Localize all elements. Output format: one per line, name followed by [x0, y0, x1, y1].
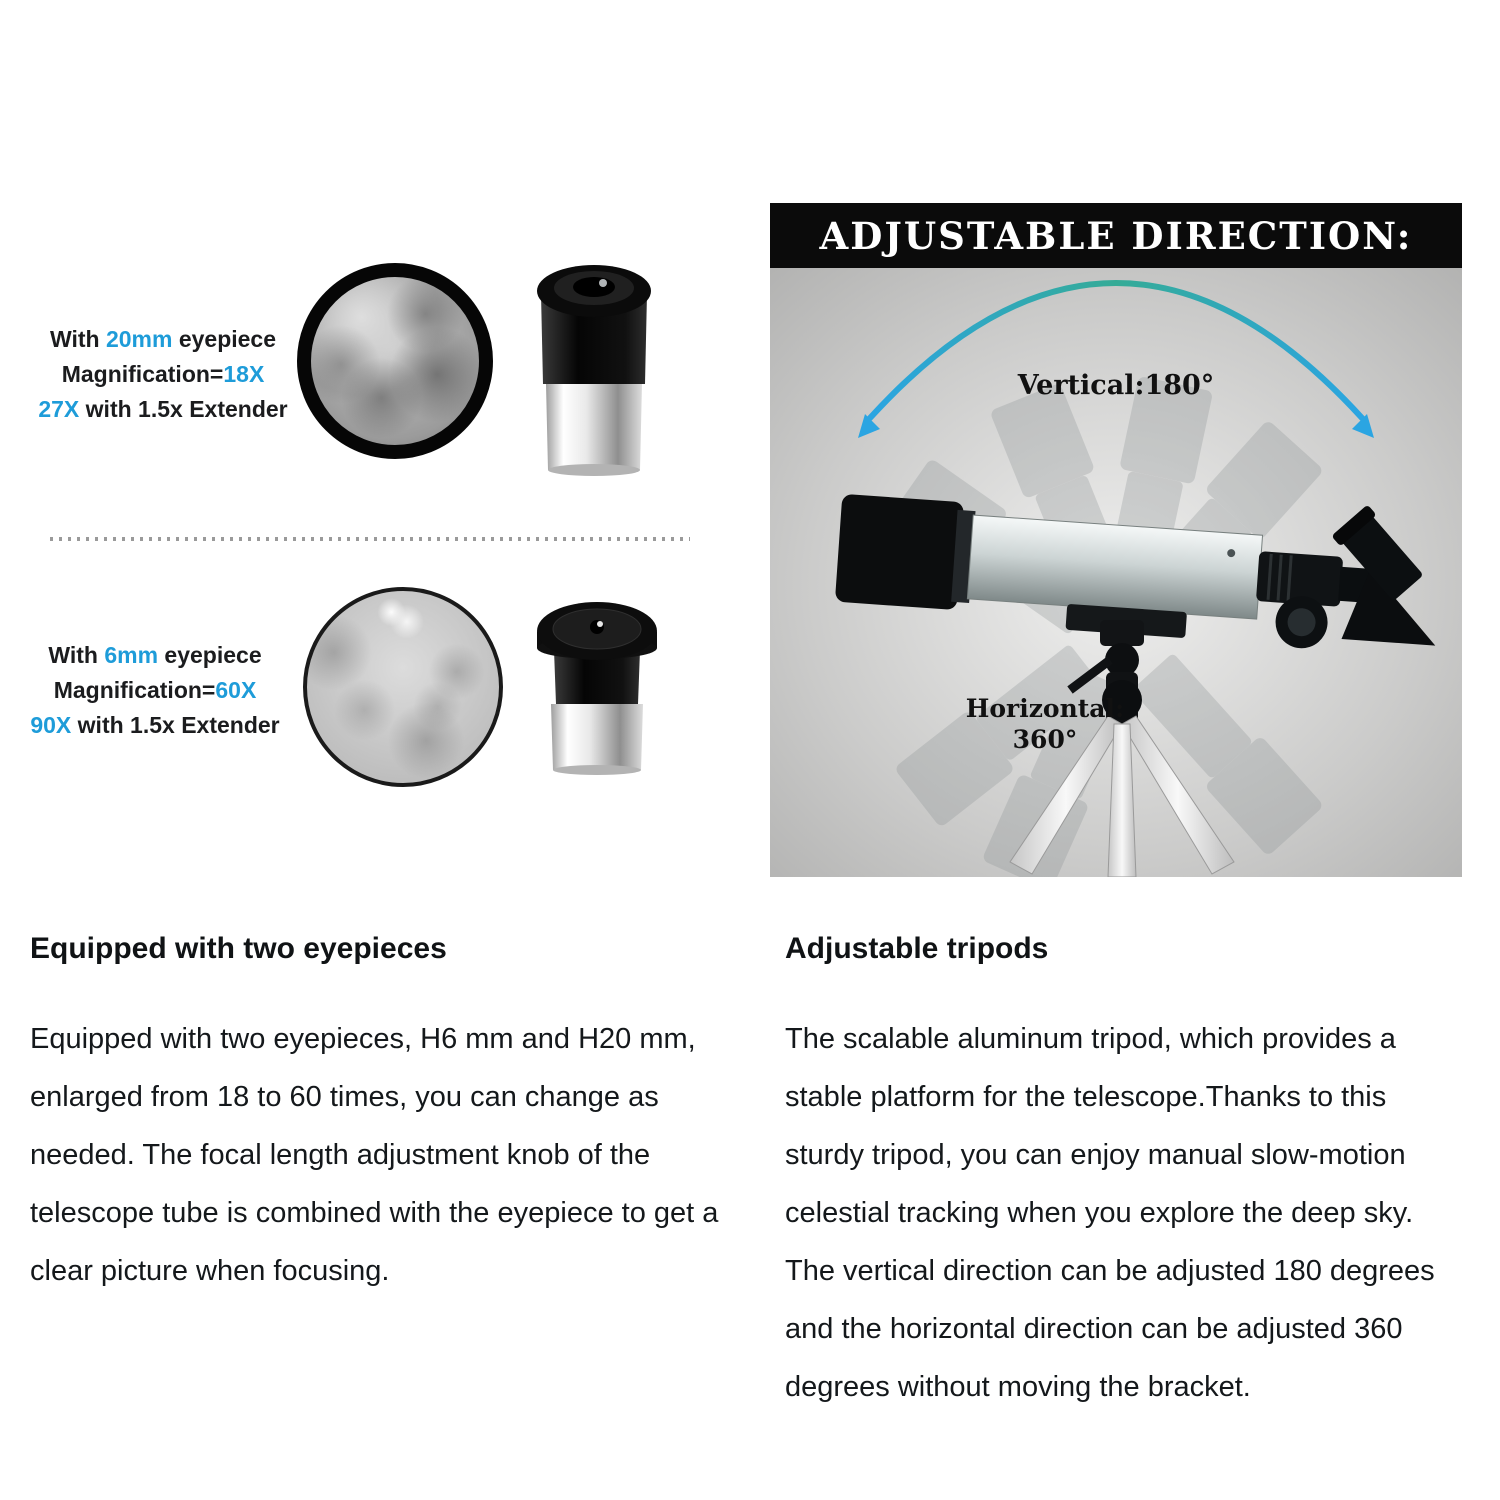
- adjustable-direction-panel: [770, 203, 1462, 877]
- eyepiece-label-20mm: [38, 322, 288, 427]
- panel-illustration: [770, 268, 1462, 877]
- eyepiece-6mm-photo: [536, 598, 658, 778]
- dotted-divider: [50, 537, 690, 541]
- eyepiece-20mm-photo: [533, 262, 655, 480]
- feature-paragraph-eyepieces: Equipped with two eyepieces, H6 mm and H20 mm, enlarged from 18 to 60 times, you can change as needed. The focal length adjustment knob of the telescope tube is combined with the eyepiece to get a clear picture when focusing.: [30, 1023, 719, 1287]
- label-line-1: With 6mm eyepiece: [48, 642, 262, 668]
- feature-section-eyepieces: [30, 930, 730, 1300]
- label-line-2: Magnification=60X: [53, 677, 257, 703]
- vertical-rotation-label: Vertical:180°: [1017, 370, 1215, 401]
- label-line-1: With 20mm eyepiece: [49, 326, 277, 352]
- feature-heading-eyepieces: Equipped with two eyepieces: [30, 932, 447, 965]
- feature-paragraph-tripods: The scalable aluminum tripod, which provides a stable platform for the telescope.Thanks to this sturdy tripod, you can enjoy manual slow-motion celestial tracking when you explore the deep sky. The vertical direction can be adjusted 180 degrees and the horizontal direction can be adjusted 360 degrees without moving the bracket.: [785, 1023, 1435, 1403]
- moon-surface-photo: [303, 587, 503, 787]
- moon-full-photo: [297, 263, 493, 459]
- label-line-3: 90X with 1.5x Extender: [30, 712, 280, 738]
- panel-header: [770, 203, 1462, 268]
- feature-section-tripods: [785, 930, 1465, 1416]
- horizontal-rotation-label: Horizontal: 360°: [965, 694, 1125, 754]
- label-line-2: Magnification=18X: [61, 361, 265, 387]
- label-line-3: 27X with 1.5x Extender: [38, 396, 288, 422]
- feature-heading-tripods: Adjustable tripods: [785, 932, 1049, 965]
- telescope-tripod-illustration: [770, 268, 1462, 877]
- eyepiece-label-6mm: [30, 638, 280, 743]
- panel-title: ADJUSTABLE DIRECTION:: [819, 213, 1413, 258]
